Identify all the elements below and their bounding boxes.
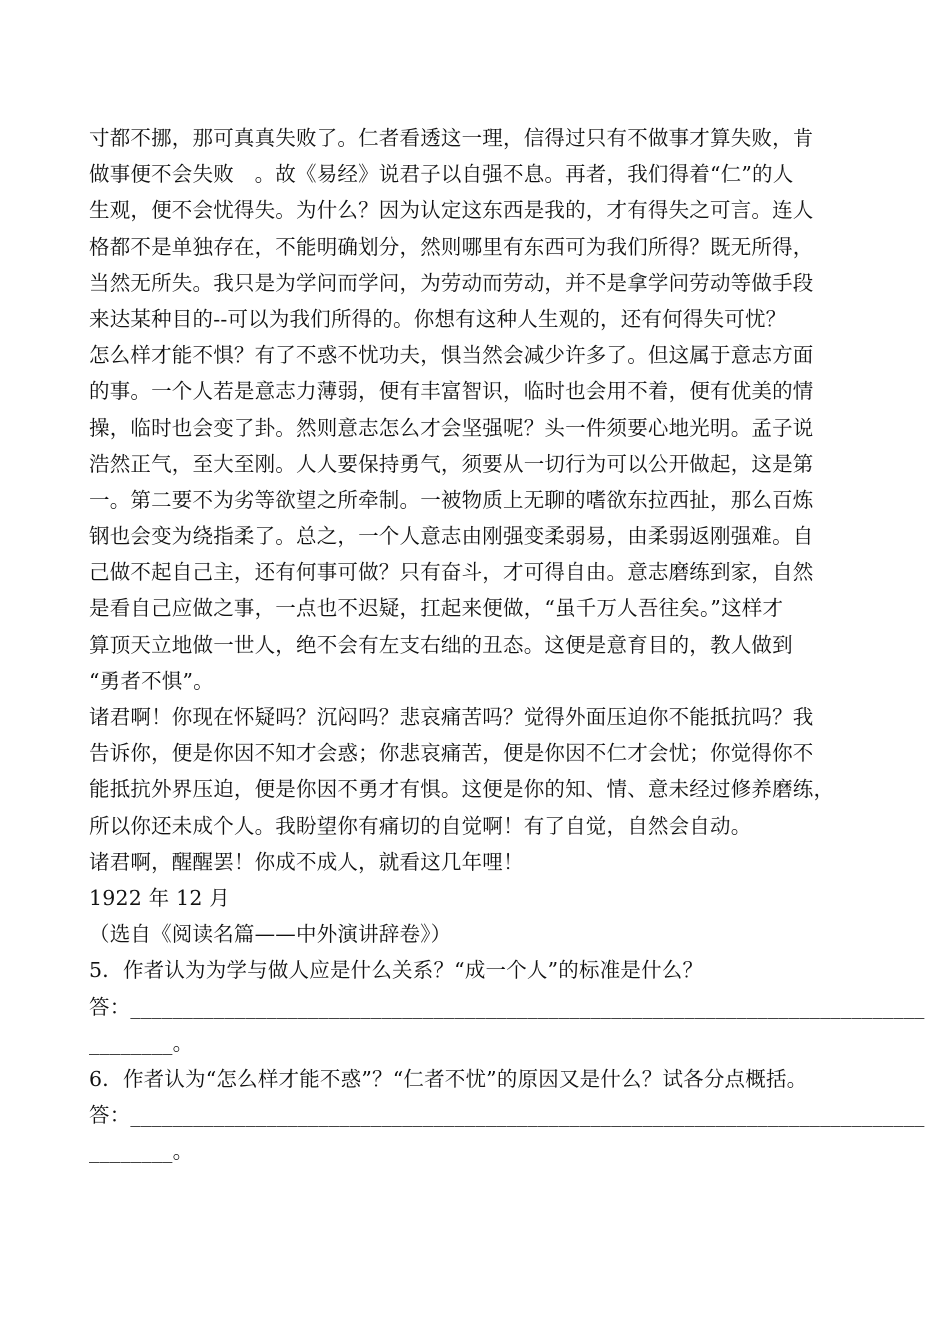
text-line: 当然无所失。我只是为学问而学问，为劳动而劳动，并不是拿学问劳动等做手段 <box>89 270 814 295</box>
text-line: 浩然正气，至大至刚。人人要保持勇气，须要从一切行为可以公开做起，这是第 <box>89 451 814 476</box>
text-line: 是看自己应做之事，一点也不迟疑，扛起来便做，“虽千万人吾往矣。”这样才 <box>89 596 784 621</box>
text-line: 寸都不挪，那可真真失败了。仁者看透这一理，信得过只有不做事才算失败，肯 <box>89 126 814 150</box>
question-6: 6．作者认为“怎么样才能不惑”？“仁者不忧”的原因又是什么？试各分点概括。 <box>89 1066 808 1091</box>
text-line: 己做不起自己主，还有何事可做？只有奋斗，才可得自由。意志磨练到家，自然 <box>89 560 814 585</box>
text-line: 操，临时也会变了卦。然则意志怎么才会坚强呢？头一件须要心地光明。孟子说 <box>89 415 814 440</box>
text-line: 来达某种目的--可以为我们所得的。你想有这种人生观的，还有何得失可忧？ <box>89 306 787 331</box>
answer-line-6-end[interactable]: ________。 <box>89 1139 194 1164</box>
text-line: 诸君啊！你现在怀疑吗？沉闷吗？悲哀痛苦吗？觉得外面压迫你不能抵抗吗？我 <box>89 705 814 729</box>
question-5: 5．作者认为为学与做人应是什么关系？“成一个人”的标准是什么？ <box>89 958 704 983</box>
text-line: 一。第二要不为劣等欲望之所牵制。一被物质上无聊的嗜欲东拉西扯，那么百炼 <box>89 487 814 512</box>
text-line: 能抵抗外界压迫，便是你因不勇才有惧。这便是你的知、情、意未经过修养磨练， <box>89 777 835 802</box>
text-line: 生观，便不会忧得失。为什么？因为认定这东西是我的，才有得失之可言。连人 <box>89 198 814 223</box>
text-line: 告诉你，便是你因不知才会惑；你悲哀痛苦，便是你因不仁才会忧；你觉得你不 <box>89 741 814 766</box>
text-line: 钢也会变为绕指柔了。总之，一个人意志由刚强变柔弱易，由柔弱返刚强难。自 <box>89 524 814 549</box>
answer-line-6[interactable]: 答：____________________________________________________________________________ <box>89 1103 925 1128</box>
source-citation: （选自《阅读名篇——中外演讲辞卷》） <box>89 922 452 947</box>
text-line: 做事便不会失败 。故《易经》说君子以自强不息。再者，我们得着“仁”的人 <box>89 162 794 187</box>
text-line: 的事。一个人若是意志力薄弱，便有丰富智识，临时也会用不着，便有优美的情 <box>89 379 814 404</box>
text-line: 算顶天立地做一世人，绝不会有左支右绌的丑态。这便是意育目的，教人做到 <box>89 632 793 657</box>
document-body <box>89 120 925 1169</box>
text-line: “勇者不惧”。 <box>89 668 214 693</box>
text-line: 诸君啊，醒醒罢！你成不成人，就看这几年哩！ <box>89 849 524 874</box>
text-line: 怎么样才能不惧？有了不惑不忧功夫，惧当然会减少许多了。但这属于意志方面 <box>89 343 814 368</box>
text-line: 所以你还未成个人。我盼望你有痛切的自觉啊！有了自觉，自然会自动。 <box>89 813 752 838</box>
answer-line-5-end[interactable]: ________。 <box>89 1030 194 1055</box>
date-line: 1922 年 12 月 <box>89 885 231 910</box>
answer-line-5[interactable]: 答：____________________________________________________________________________ <box>89 994 925 1019</box>
text-line: 格都不是单独存在，不能明确划分，然则哪里有东西可为我们所得？既无所得， <box>89 234 814 259</box>
